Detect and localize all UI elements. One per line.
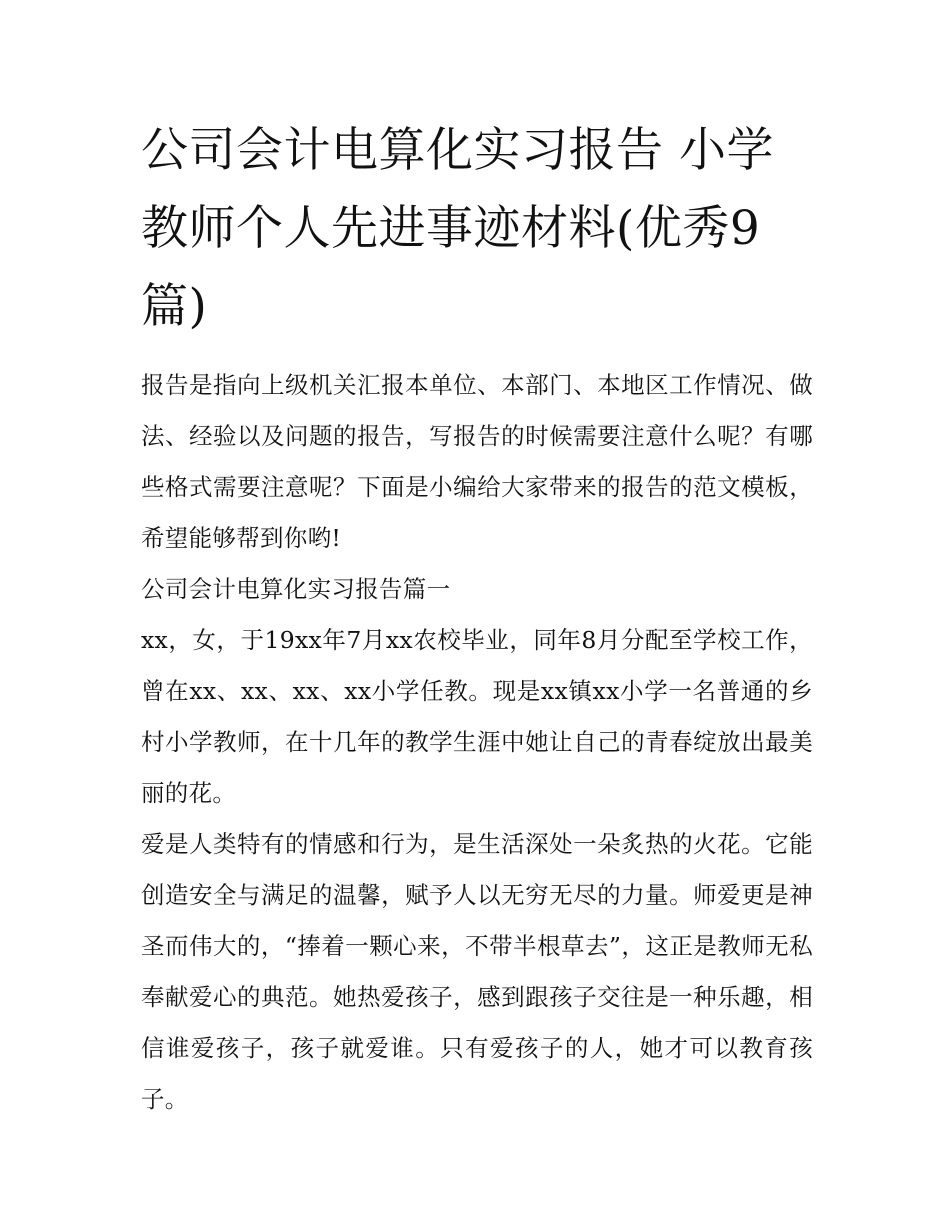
body-paragraph-1: xx，女，于19xx年7月xx农校毕业，同年8月分配至学校工作，曾在xx、xx、xx、xx小学任教。现是xx镇xx小学一名普通的乡村小学教师，在十几年的教学生涯中她让自己的青春绽放出最美丽的花。: [141, 626, 813, 807]
body-paragraph-2: 爱是人类特有的情感和行为，是生活深处一朵炙热的火花。它能创造安全与满足的温馨，赋予人以无穷无尽的力量。师爱更是神圣而伟大的，“捧着一颗心来，不带半根草去”，这正是教师无私奉献爱心的典范。她热爱孩子，感到跟孩子交往是一种乐趣，相信谁爱孩子，孩子就爱谁。只有爱孩子的人，她才可以教育孩子。: [141, 830, 813, 1113]
intro-paragraph: 报告是指向上级机关汇报本单位、本部门、本地区工作情况、做法、经验以及问题的报告，写报告的时候需要注意什么呢？有哪些格式需要注意呢？下面是小编给大家带来的报告的范文模板，希望能够帮到你哟!: [141, 371, 813, 552]
document-title: 公司会计电算化实习报告 小学教师个人先进事迹材料(优秀9篇): [141, 123, 774, 334]
section-heading: 公司会计电算化实习报告篇一: [141, 575, 451, 603]
document-page: [141, 112, 813, 1125]
